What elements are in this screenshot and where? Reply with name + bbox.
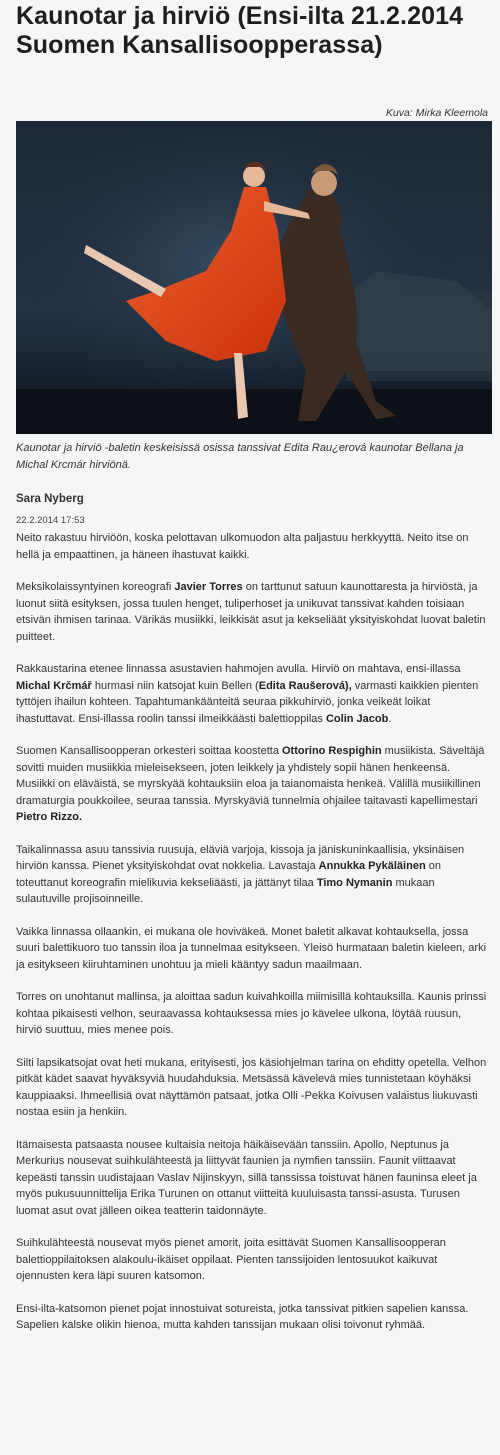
paragraph-text: on toteuttanut koreografin mielikuvia kekseliäästi, ja jättänyt tilaa (16, 860, 441, 889)
paragraph-text: Silti lapsikatsojat ovat heti mukana, erityisesti, jos käsiohjelman tarina on ehditty opetella. Velhon pitkät kädet saavat hyväksyviä huudahduksia. Metsässä kävelevä mies tunnistetaan köyhäksi kauppiaaksi. Ihmeellisiä ovat näyttämön patsaat, jotka Olli -Pekka Koivusen valaistus liukuvasti nostaa esiin ja henkiin. (16, 1056, 487, 1118)
article-paragraph (16, 1055, 490, 1121)
paragraph-text: Meksikolaissyntyinen koreografi (16, 581, 175, 593)
paragraph-text: Ensi-ilta-katsomon pienet pojat innostuivat sotureista, jotka tanssivat pitkien sapelien kanssa. Sapelien kalske olikin hienoa, mutta kahden tanssijan mukaan olisi toivonut ryhmää. (16, 1302, 469, 1331)
article-paragraph (16, 579, 490, 645)
paragraph-text: mukaan sulautuville projisoinneille. (16, 876, 435, 905)
paragraph-text: Suihkulähteestä nousevat myös pienet amorit, joita esittävät Suomen Kansallisoopperan balettioppilaitoksen alakoulu-ikäiset oppilaat. Pienten tanssijoiden lentosuukot kaikuvat ojennusten kera läpi suuren katsomon. (16, 1237, 446, 1282)
article-paragraph (16, 661, 490, 727)
article-paragraph (16, 1235, 490, 1285)
ballerina-head (243, 165, 265, 187)
photo-credit: Kuva: Mirka Kleemola (385, 107, 488, 119)
bold-name: Timo Nymanin (316, 876, 393, 889)
bold-name: Pietro Rizzo. (16, 811, 83, 823)
paragraph-text: Neito rakastuu hirviöön, koska pelottavan ulkomuodon alta paljastuu herkkyyttä. Neito itse on hellä ja empaattinen, ja häneen ihastuvat kaikki. (16, 532, 469, 561)
paragraph-text: Vaikka linnassa ollaankin, ei mukana ole hoviväkeä. Monet baletit alkavat kohtauksella, jossa suuri balettikuoro tuo tanssin iloa ja tunnelmaa esitykseen. Yleisö hurmataan baletin kieleen, arki ja esitykseen kiiruhtaminen unohtuu ja mieli kääntyy sadun maailmaan. (16, 925, 487, 971)
beast-head (311, 170, 337, 196)
bold-name: Ottorino Respighin (282, 745, 382, 757)
paragraph-text: Torres on unohtanut mallinsa, ja aloittaa sadun kuivahkoilla miimisillä kohtauksilla. Kaunis prinssi kohtaa pikaisesti velhon, seuraavassa kohtauksessa mies jo kävelee ulkona, löytää ruusun, hirviö suuttuu, mies menee pois. (16, 991, 487, 1036)
bold-name: Colin Jacob (325, 712, 389, 725)
article-photo (16, 121, 492, 434)
author-name: Sara Nyberg (16, 493, 84, 505)
paragraph-text: on tarttunut satuun kaunottaresta ja hirviöstä, ja luonut siitä esityksen, jossa tuulen henget, tuliperhoset ja unikuvat tanssivat kahden toisiaan etsivän ihmisen tarinaa. Värikäs musiikki, leikkisät asut ja kekseliäät yksityiskohdat luovat baletin puitteet. (16, 581, 486, 643)
article-paragraph (16, 530, 490, 563)
ballet-photo-illustration (16, 121, 492, 434)
paragraph-text: Suomen Kansallisoopperan orkesteri soittaa koostetta (16, 745, 282, 757)
bold-name: Edita Raušerová), (258, 679, 352, 692)
paragraph-text: varmasti kaikkien pienten tyttöjen ihailun kohteen. Tapahtumankäänteitä seuraa pikkuhirviö, jonka veikeät loikat ihastuttavat. Ensi-illassa roolin tanssi ilmeikkäästi balettioppilas (16, 679, 479, 725)
article-paragraph (16, 842, 490, 908)
bold-name: Michal Krčmář (16, 679, 92, 692)
paragraph-text: Taikalinnassa asuu tanssivia ruusuja, eläviä varjoja, kissoja ja jäniskuninkaallisia, yksinäisen hirviön kanssa. Pienet yksityiskohdat ovat nokkelia. Lavastaja (16, 843, 465, 872)
article-paragraph (16, 1301, 490, 1334)
article-paragraph (16, 924, 490, 974)
paragraph-text: . (388, 712, 392, 725)
article-paragraph (16, 743, 490, 826)
publish-date: 22.2.2014 17:53 (16, 515, 85, 526)
photo-caption: Kaunotar ja hirviö -baletin keskeisissä osissa tanssivat Edita Rau¿erová kaunotar Bellana ja Michal Krcmár hirviönä. (16, 442, 464, 471)
paragraph-text: hurmasi niin katsojat kuin Bellen ( (91, 679, 259, 692)
article-paragraph (16, 1137, 490, 1220)
paragraph-text: Rakkaustarina etenee linnassa asustavien hahmojen avulla. Hirviö on mahtava, ensi-illassa (16, 663, 461, 675)
article-title: Kaunotar ja hirviö (Ensi-ilta 21.2.2014 Suomen Kansallisoopperassa) (16, 2, 464, 59)
stage-floor (16, 389, 492, 434)
article-body (16, 530, 490, 1350)
article-paragraph (16, 989, 490, 1039)
paragraph-text: musiikista. Säveltäjä sovitti muiden musiikkia mieleisekseen, joten leikkely ja yhdistely sopii hänen henkeensä. Musiikki on eläväistä, se myrskyää kohtauksiin eloa ja taianomaista henkeä. Välillä musiikillinen dramaturgia poukkoilee, seuraa tanssia. Myrskyäviä tunnelmia ohjailee taitavasti kapellimestari (16, 745, 485, 807)
paragraph-text: Itämaisesta patsaasta nousee kultaisia neitoja häikäisevään tanssiin. Apollo, Neptunus ja Merkurius nousevat suihkulähteestä ja liittyvät faunien ja nymfien tanssiin. Faunit viittaavat kepeästi tanssin uudistajaan Vaslav Nijinskyyn, sillä tanssissa toistuvat hänen fauninsa eleet ja myös pukusuunnittelija Erika Turunen on ottanut viitteitä kuuluisasta tanssi-asusta. Turusen luomat asut ovat jälleen oikea teatterin taidonnäyte. (16, 1138, 477, 1217)
bold-name: Annukka Pykäläinen (318, 860, 426, 872)
bold-name: Javier Torres (174, 581, 243, 593)
